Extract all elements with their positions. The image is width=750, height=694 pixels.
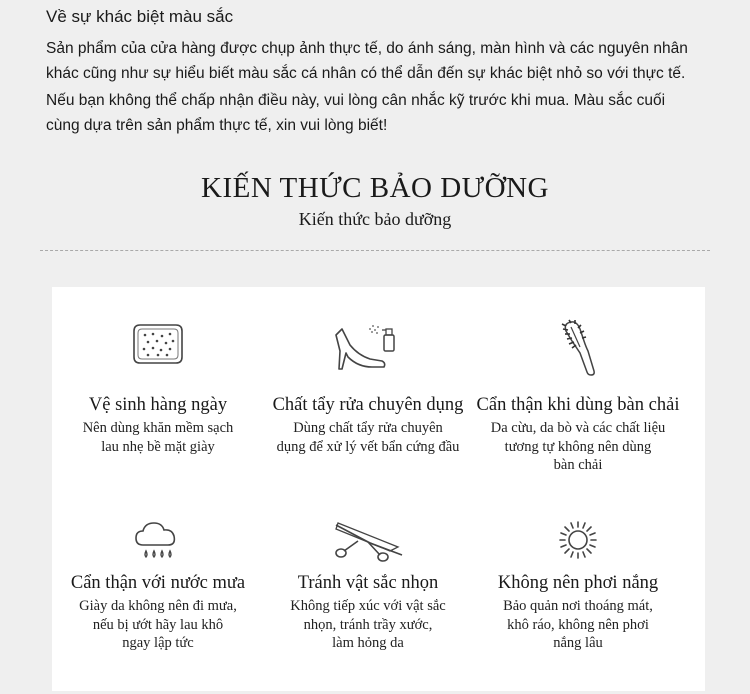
desc-line: nhọn, tránh trầy xước, bbox=[303, 616, 433, 633]
care-item-daily-clean bbox=[49, 317, 267, 456]
desc-line: dụng để xử lý vết bẩn cứng đầu bbox=[276, 438, 460, 455]
rain-cloud-icon bbox=[118, 515, 198, 567]
care-item-title: Cẩn thận với nước mưa bbox=[70, 573, 246, 593]
note-line: Sản phẩm của cửa hàng được chụp ảnh thực tế, do ánh sáng, màn hình và các nguyên nhân bbox=[46, 40, 688, 57]
scissors-icon bbox=[328, 515, 408, 567]
note-heading: Về sự khác biệt màu sắc bbox=[46, 7, 234, 26]
desc-line: Nên dùng khăn mềm sạch bbox=[82, 420, 234, 436]
note-paragraph-1 bbox=[46, 36, 736, 86]
desc-line: bàn chải bbox=[553, 457, 603, 473]
care-item-title: Tránh vật sắc nhọn bbox=[297, 573, 439, 593]
care-item-desc bbox=[49, 419, 267, 456]
care-item-title: Vệ sinh hàng ngày bbox=[88, 395, 228, 415]
note-line: khác cũng như sự hiểu biết màu sắc cá nhân có thể dẫn đến sự khác biệt nhỏ so với thực tế. bbox=[46, 65, 686, 82]
care-item-title: Cẩn thận khi dùng bàn chải bbox=[476, 395, 680, 415]
care-item-desc bbox=[259, 597, 477, 653]
brush-icon bbox=[538, 317, 618, 377]
section-header bbox=[0, 170, 750, 231]
divider bbox=[40, 250, 710, 251]
care-item-desc bbox=[49, 597, 267, 653]
section-subtitle: Kiến thức bảo dưỡng bbox=[298, 209, 452, 229]
note-paragraph-2 bbox=[46, 88, 736, 138]
desc-line: Giày da không nên đi mưa, bbox=[79, 598, 237, 614]
care-item-desc bbox=[259, 419, 477, 456]
care-item-desc bbox=[469, 597, 687, 653]
shoe-spray-icon bbox=[328, 317, 408, 377]
care-card bbox=[52, 287, 705, 691]
desc-line: ngay lập tức bbox=[122, 635, 194, 651]
desc-line: tương tự không nên dùng bbox=[504, 438, 652, 455]
desc-line: lau nhẹ bề mặt giày bbox=[101, 438, 215, 455]
desc-line: khô ráo, không nên phơi bbox=[507, 616, 649, 633]
care-item-cleaner bbox=[259, 317, 477, 456]
desc-line: làm hỏng da bbox=[332, 635, 404, 651]
note-line: cùng dựa trên sản phẩm thực tế, xin vui lòng biết! bbox=[46, 117, 388, 134]
desc-line: nắng lâu bbox=[553, 635, 603, 651]
care-item-sharp bbox=[259, 515, 477, 653]
care-item-rain bbox=[49, 515, 267, 653]
section-title: KIẾN THỨC BẢO DƯỠNG bbox=[201, 172, 549, 204]
care-item-title: Không nên phơi nắng bbox=[497, 573, 659, 593]
care-item-title: Chất tẩy rửa chuyên dụng bbox=[272, 395, 464, 415]
sun-icon bbox=[538, 515, 618, 567]
desc-line: nếu bị ướt hãy lau khô bbox=[92, 616, 224, 633]
care-item-sun bbox=[469, 515, 687, 653]
cloth-icon bbox=[118, 317, 198, 377]
desc-line: Bảo quản nơi thoáng mát, bbox=[503, 598, 653, 614]
note-line: Nếu bạn không thể chấp nhận điều này, vui lòng cân nhắc kỹ trước khi mua. Màu sắc cuối bbox=[46, 92, 666, 109]
color-difference-note bbox=[46, 6, 736, 138]
desc-line: Không tiếp xúc với vật sắc bbox=[290, 598, 446, 614]
desc-line: Da cừu, da bò và các chất liệu bbox=[490, 420, 666, 436]
care-item-brush bbox=[469, 317, 687, 475]
care-item-desc bbox=[469, 419, 687, 475]
desc-line: Dùng chất tẩy rửa chuyên bbox=[293, 420, 443, 436]
